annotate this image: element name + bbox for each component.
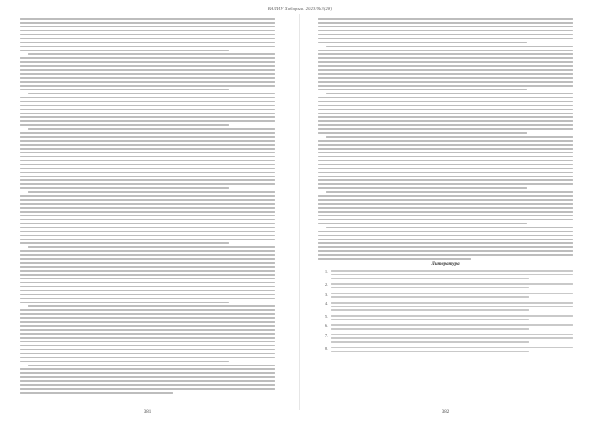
left-page-number: 381 [143, 410, 152, 415]
text-line [318, 34, 573, 36]
text-line [20, 34, 275, 36]
text-line [20, 227, 275, 229]
text-line [318, 235, 573, 237]
text-line [318, 57, 573, 59]
bibliography-text [331, 334, 573, 345]
bibliography-number: 5. [325, 314, 328, 319]
text-line [318, 207, 573, 209]
text-line [318, 168, 573, 170]
text-line [20, 380, 275, 382]
text-line [318, 183, 573, 185]
text-line [318, 176, 573, 178]
text-line [20, 242, 229, 244]
text-line [318, 89, 527, 91]
text-line [20, 89, 229, 91]
text-line [318, 53, 573, 55]
text-line [20, 309, 275, 311]
text-line [318, 73, 573, 75]
text-line [318, 211, 573, 213]
text-line [318, 148, 573, 150]
text-line [20, 203, 275, 205]
text-line [331, 274, 573, 276]
text-line [20, 313, 275, 315]
text-line [331, 283, 573, 285]
text-line [20, 333, 275, 335]
text-line [318, 30, 573, 32]
bibliography-number: 1. [325, 269, 328, 275]
bibliography-item [318, 283, 573, 290]
text-line [326, 136, 573, 138]
text-line [28, 365, 275, 367]
text-line [326, 227, 573, 229]
text-line [20, 144, 275, 146]
text-line [20, 113, 275, 115]
text-line [20, 168, 275, 170]
text-line [20, 152, 275, 154]
text-line [318, 172, 573, 174]
text-line [331, 306, 573, 308]
text-line [331, 315, 573, 317]
text-line [20, 65, 275, 67]
text-line [318, 50, 573, 52]
text-line [318, 140, 573, 142]
left-page [20, 18, 275, 415]
text-line [326, 191, 573, 193]
text-line [318, 97, 573, 99]
text-line [20, 361, 229, 363]
text-line [20, 160, 275, 162]
text-line [20, 388, 275, 390]
text-line [20, 282, 275, 284]
text-line [20, 148, 275, 150]
text-line [331, 324, 573, 326]
bibliography-item [318, 324, 573, 331]
text-line [20, 172, 275, 174]
text-line [318, 65, 573, 67]
text-line [318, 239, 573, 241]
text-line [28, 93, 275, 95]
bibliography-text [331, 302, 573, 313]
text-line [20, 195, 275, 197]
text-line [331, 302, 573, 304]
bibliography-text [331, 324, 573, 331]
text-line [20, 26, 275, 28]
text-line [20, 38, 275, 40]
text-line [20, 357, 275, 359]
text-line [20, 392, 173, 394]
text-line [20, 262, 275, 264]
text-line [318, 22, 573, 24]
text-line [318, 128, 573, 130]
text-line [28, 128, 275, 130]
text-line [20, 46, 275, 48]
left-body-text [20, 18, 275, 394]
text-line [28, 305, 275, 307]
bibliography-item [318, 302, 573, 313]
text-line [20, 77, 275, 79]
text-line [20, 207, 275, 209]
bibliography-text [331, 347, 573, 354]
text-line [20, 317, 275, 319]
text-line [331, 337, 573, 339]
text-line [20, 179, 275, 181]
text-line [318, 109, 573, 111]
text-line [20, 156, 275, 158]
text-line [318, 81, 573, 83]
text-line [318, 61, 573, 63]
text-line [20, 384, 275, 386]
text-line [20, 321, 275, 323]
text-line [318, 85, 573, 87]
text-line [331, 347, 573, 349]
text-line [20, 353, 275, 355]
page-gutter [299, 14, 300, 410]
text-line [331, 278, 529, 280]
text-line [20, 105, 275, 107]
text-line [20, 258, 275, 260]
text-line [20, 278, 275, 280]
text-line [20, 22, 275, 24]
text-line [318, 250, 573, 252]
text-line [318, 105, 573, 107]
text-line [20, 140, 275, 142]
text-line [318, 254, 573, 256]
text-line [318, 120, 573, 122]
text-line [318, 38, 573, 40]
text-line [318, 179, 573, 181]
text-line [318, 164, 573, 166]
bibliography-list [318, 270, 573, 354]
text-line [20, 136, 275, 138]
text-line [318, 215, 573, 217]
text-line [318, 156, 573, 158]
text-line [20, 124, 229, 126]
text-line [20, 199, 275, 201]
bibliography-item [318, 334, 573, 345]
text-line [318, 132, 527, 134]
bibliography-item [318, 270, 573, 281]
bibliography-text [331, 315, 573, 322]
text-line [20, 30, 275, 32]
bibliography-number: 2. [325, 282, 328, 288]
bibliography-text [331, 293, 573, 300]
text-line [318, 116, 573, 118]
text-line [20, 219, 275, 221]
text-line [20, 120, 275, 122]
text-line [331, 293, 573, 295]
text-line [20, 69, 275, 71]
text-line [20, 294, 275, 296]
text-line [331, 309, 529, 311]
text-line [20, 368, 275, 370]
text-line [20, 345, 275, 347]
text-line [20, 254, 275, 256]
text-line [20, 73, 275, 75]
text-line [318, 77, 573, 79]
text-line [331, 351, 529, 353]
text-line [20, 109, 275, 111]
text-line [20, 187, 229, 189]
text-line [20, 274, 275, 276]
text-line [20, 302, 229, 304]
text-line [331, 334, 573, 336]
text-line [318, 152, 573, 154]
text-line [331, 296, 529, 298]
text-line [20, 132, 275, 134]
text-line [318, 101, 573, 103]
text-line [20, 211, 275, 213]
right-page [318, 18, 573, 415]
bibliography-text [331, 283, 573, 290]
text-line [318, 203, 573, 205]
text-line [318, 26, 573, 28]
text-line [20, 372, 275, 374]
text-line [20, 270, 275, 272]
text-line [28, 53, 275, 55]
text-line [318, 246, 573, 248]
text-line [318, 187, 527, 189]
text-line [20, 337, 275, 339]
text-line [318, 18, 573, 20]
bibliography-number: 7. [325, 332, 328, 338]
text-line [318, 223, 527, 225]
text-line [20, 50, 229, 52]
text-line [331, 341, 529, 343]
text-line [20, 286, 275, 288]
text-line [20, 329, 275, 331]
text-line [318, 242, 573, 244]
bibliography-number: 6. [325, 323, 328, 329]
text-line [331, 270, 573, 272]
bibliography-number: 4. [325, 300, 328, 306]
text-line [20, 97, 275, 99]
text-line [20, 298, 275, 300]
bibliography-item [318, 315, 573, 322]
text-line [20, 235, 275, 237]
text-line [318, 160, 573, 162]
text-line [20, 81, 275, 83]
text-line [20, 250, 275, 252]
text-line [20, 57, 275, 59]
text-line [20, 349, 275, 351]
text-line [20, 231, 275, 233]
text-line [20, 85, 275, 87]
right-page-number: 382 [441, 410, 450, 415]
text-line [331, 328, 529, 330]
right-body-text [318, 18, 573, 260]
bibliography-item [318, 293, 573, 300]
bibliography-item [318, 347, 573, 354]
text-line [318, 258, 471, 260]
bibliography-number: 8. [325, 345, 328, 351]
text-line [20, 101, 275, 103]
text-line [20, 341, 275, 343]
text-line [20, 176, 275, 178]
text-line [331, 319, 529, 321]
text-line [331, 287, 529, 289]
text-line [20, 266, 275, 268]
text-line [20, 61, 275, 63]
text-line [20, 116, 275, 118]
bibliography-text [331, 270, 573, 281]
text-line [20, 223, 275, 225]
text-line [318, 124, 573, 126]
running-header: ВАЛИУ Хабарыя. 2023/№3(28) [267, 6, 333, 11]
text-line [318, 113, 573, 115]
text-line [20, 42, 275, 44]
bibliography-title: Литература [431, 262, 460, 268]
text-line [20, 183, 275, 185]
text-line [20, 215, 275, 217]
text-line [20, 325, 275, 327]
text-line [318, 219, 573, 221]
text-line [20, 18, 275, 20]
text-line [318, 231, 573, 233]
text-line [28, 191, 275, 193]
text-line [20, 290, 275, 292]
text-line [28, 246, 275, 248]
text-line [318, 69, 573, 71]
text-line [318, 195, 573, 197]
text-line [318, 199, 573, 201]
text-line [326, 93, 573, 95]
bibliography-number: 3. [325, 291, 328, 297]
text-line [20, 376, 275, 378]
text-line [326, 46, 573, 48]
text-line [318, 144, 573, 146]
text-line [20, 239, 275, 241]
text-line [318, 42, 527, 44]
text-line [20, 164, 275, 166]
